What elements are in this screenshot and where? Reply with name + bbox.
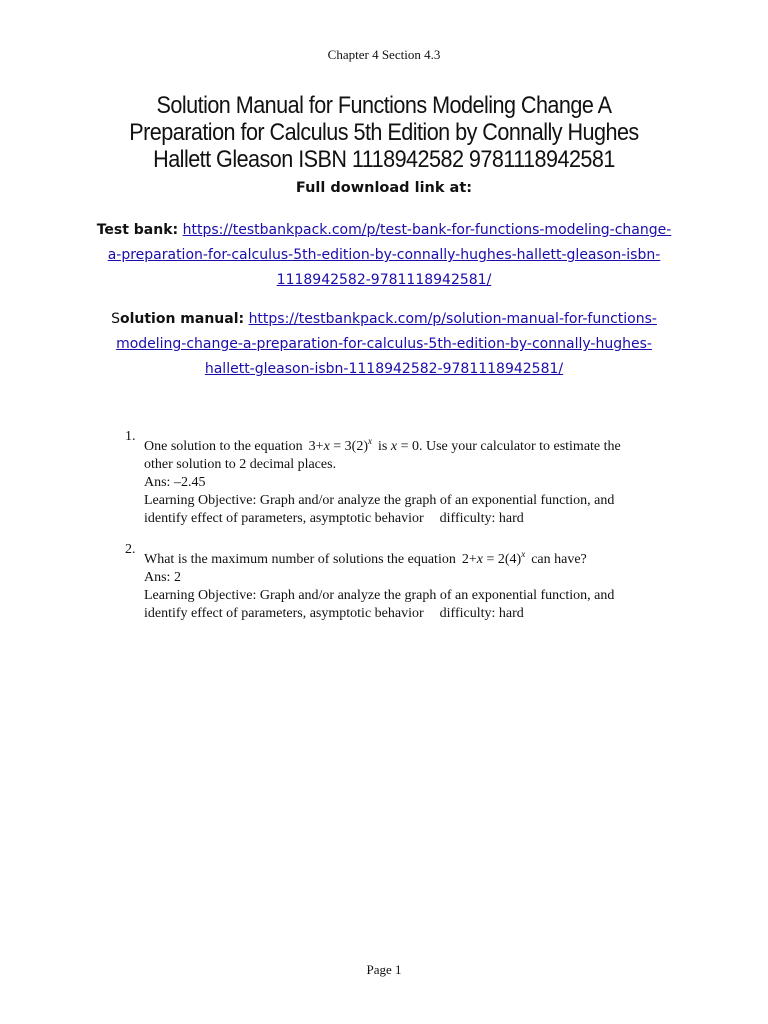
question-text: [144, 545, 678, 569]
objective-text: identify effect of parameters, asymptotic behavior: [144, 606, 424, 621]
page-footer: Page 1: [366, 962, 402, 977]
equation: [308, 436, 373, 454]
equation-exponent: x: [368, 436, 373, 446]
question-text: [144, 432, 678, 456]
question-text-line-2: other solution to 2 decimal places.: [144, 457, 337, 472]
learning-objective-line-2: [144, 510, 678, 528]
solution-manual-link-line-2[interactable]: modeling-change-a-preparation-for-calculus-5th-edition-by-connally-hughes-: [116, 336, 652, 352]
question-2: [118, 542, 678, 623]
test-bank-link-line-3[interactable]: 1118942582-9781118942581/: [276, 272, 492, 288]
solution-manual-label: [111, 311, 244, 327]
solution-manual-link-line-3[interactable]: hallett-gleason-isbn-1118942582-9781118942581/: [204, 361, 564, 377]
equation-left: 2+: [461, 552, 477, 567]
test-bank-label: Test bank:: [96, 222, 179, 238]
equation-variable: x: [476, 552, 483, 567]
equation-exponent: x: [521, 549, 526, 559]
question-1: [118, 429, 678, 528]
learning-objective: Learning Objective: Graph and/or analyze the graph of an exponential function, and: [144, 588, 615, 603]
title-line-1: Solution Manual for Functions Modeling Change A: [156, 92, 612, 119]
equation-left: 3+: [308, 439, 324, 454]
objective-text: identify effect of parameters, asymptotic behavior: [144, 511, 424, 526]
solution-value: = 0.: [397, 439, 423, 454]
test-bank-block: [90, 218, 678, 293]
equation-right: = 2(4): [482, 552, 522, 567]
question-instruction: Use your calculator to estimate the: [422, 439, 621, 454]
question-number: 2.: [125, 542, 136, 557]
solution-variable: x: [390, 439, 398, 454]
test-bank-link-line-1[interactable]: https://testbankpack.com/p/test-bank-for-functions-modeling-change-: [182, 222, 672, 238]
difficulty: difficulty: hard: [439, 606, 524, 621]
question-connector: is: [378, 439, 388, 454]
equation-variable: x: [323, 439, 330, 454]
equation-right: = 3(2): [329, 439, 369, 454]
question-suffix: can have?: [531, 552, 587, 567]
title-line-2: Preparation for Calculus 5th Edition by Connally Hughes: [129, 119, 639, 146]
document-title: [128, 92, 639, 173]
learning-objective: Learning Objective: Graph and/or analyze the graph of an exponential function, and: [144, 493, 615, 508]
solution-manual-link-line-1[interactable]: https://testbankpack.com/p/solution-manual-for-functions-: [248, 311, 657, 327]
solution-manual-block: [90, 307, 678, 382]
difficulty: difficulty: hard: [439, 511, 524, 526]
question-prompt: One solution to the equation: [144, 439, 303, 454]
answer: Ans: 2: [144, 570, 181, 585]
equation: [461, 549, 526, 567]
question-number: 1.: [125, 429, 136, 444]
learning-objective-line-2: [144, 605, 678, 623]
solution-manual-label-rest: olution manual:: [119, 311, 245, 327]
download-label: Full download link at:: [295, 180, 473, 196]
title-line-3: Hallett Gleason ISBN 1118942582 9781118942581: [153, 146, 615, 173]
solution-manual-label-initial: S: [111, 311, 120, 327]
question-prompt: What is the maximum number of solutions the equation: [144, 552, 456, 567]
test-bank-link-line-2[interactable]: a-preparation-for-calculus-5th-edition-by-connally-hughes-hallett-gleason-isbn-: [107, 247, 661, 263]
answer: Ans: –2.45: [144, 475, 206, 490]
page-header: Chapter 4 Section 4.3: [327, 47, 441, 62]
